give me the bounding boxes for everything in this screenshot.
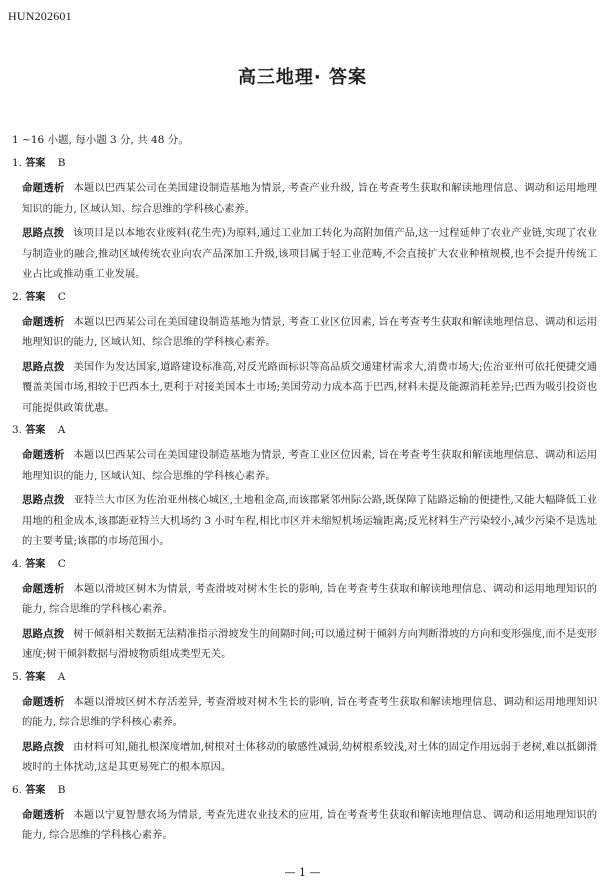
question-item xyxy=(12,782,597,846)
question-item xyxy=(12,422,597,552)
hint-text: 由材料可知,随扎根深度增加,树根对土体移动的敏感性减弱,幼树根系较浅,对土体的固定作用远弱于老树,难以抵御滑坡时的土体扰动,这是其更易死亡的根本原因。 xyxy=(22,740,597,773)
answer-label: 答案 xyxy=(25,671,46,683)
hint-paragraph xyxy=(12,357,597,419)
question-number: 3. xyxy=(12,424,23,436)
analysis-paragraph xyxy=(12,178,597,219)
hint-text: 美国作为发达国家,道路建设标准高,对反光路面标识等高品质交通建材需求大,消费市场大;佐治亚州可依托便捷交通覆盖美国市场,相较于巴西本土,更利于对接美国本土市场;美国劳动力成本高于巴西,材料未提及能源消耗差异;巴西为吸引投资也可能提供政策优惠。 xyxy=(22,360,598,414)
analysis-label: 命题透析 xyxy=(22,695,65,708)
answer-label: 答案 xyxy=(25,425,46,436)
analysis-label: 命题透析 xyxy=(22,808,65,821)
question-answer-line xyxy=(12,422,597,439)
page-title: 高三地理· 答案 xyxy=(237,67,368,88)
analysis-label: 命题透析 xyxy=(22,582,65,595)
question-answer-line xyxy=(12,289,597,306)
analysis-label: 命题透析 xyxy=(22,449,65,461)
hint-text: 树干倾斜相关数据无法精准指示滑坡发生的间隔时间;可以通过树干倾斜方向判断滑坡的方向和变形强度,而不是变形速度;树干倾斜数据与滑坡物质组成类型无关。 xyxy=(22,627,598,660)
answer-value: C xyxy=(57,557,66,570)
question-answer-line xyxy=(12,155,597,172)
page-number: — 1 — xyxy=(284,866,321,879)
answer-value: A xyxy=(57,424,66,436)
hint-paragraph xyxy=(12,223,597,285)
analysis-label: 命题透析 xyxy=(22,182,65,194)
question-number: 6. xyxy=(12,783,23,796)
document-code: HUN202601 xyxy=(8,9,72,23)
question-item xyxy=(12,155,597,285)
hint-label: 思路点拨 xyxy=(22,740,65,753)
question-number: 2. xyxy=(12,290,23,303)
analysis-text: 本题以滑坡区树木存活差异, 考查滑坡对树木生长的影响, 旨在考查考生获取和解读地理信息、调动和运用地理知识的能力, 综合思维的学科核心素养。 xyxy=(22,695,598,728)
answer-label: 答案 xyxy=(25,158,46,169)
analysis-label: 命题透析 xyxy=(22,315,65,328)
question-answer-line xyxy=(12,669,597,686)
answer-value: B xyxy=(57,783,66,796)
answer-content xyxy=(12,132,597,850)
hint-text: 亚特兰大市区为佐治亚州核心城区,土地租金高,而该郡紧邻州际公路,既保障了陆路运输的便捷性,又能大幅降低工业用地的租金成本,该郡距亚特兰大机场约 3 小时车程,相比市区并未缩短机场运输距离;反光材料生产污染较小,减少污染不是选址的主要考量;该郡的市场范围小。 xyxy=(22,494,598,547)
hint-paragraph xyxy=(12,624,597,665)
question-answer-line xyxy=(12,556,597,573)
answer-label: 答案 xyxy=(25,784,46,796)
answer-label: 答案 xyxy=(25,291,46,303)
analysis-text: 本题以巴西某公司在美国建设制造基地为情景, 考查工业区位因素, 旨在考查考生获取和解读地理信息、调动和运用地理知识的能力, 区域认知、综合思维的学科核心素养。 xyxy=(22,449,598,482)
answer-value: A xyxy=(57,670,66,683)
analysis-text: 本题以宁夏智慧农场为情景, 考查先进农业技术的应用, 旨在考查考生获取和解读地理信息、调动和运用地理知识的能力, 综合思维的学科核心素养。 xyxy=(22,808,598,841)
answer-value: C xyxy=(57,290,66,303)
analysis-text: 本题以滑坡区树木为情景, 考查滑坡对树木生长的影响, 旨在考查考生获取和解读地理信息、调动和运用地理知识的能力, 综合思维的学科核心素养。 xyxy=(22,582,598,615)
analysis-text: 本题以巴西某公司在美国建设制造基地为情景, 考查工业区位因素, 旨在考查考生获取和解读地理信息、调动和运用地理知识的能力, 区域认知、综合思维的学科核心素养。 xyxy=(22,315,598,348)
hint-text: 该项目是以本地农业废料(花生壳)为原料,通过工业加工转化为高附加值产品,这一过程延伸了农业产业链,实现了农业与制造业的融合,推动区域传统农业向农产品深加工升级,该项目属于轻工业范畴,不会直接扩大农业种植规模,也不会提升传统工业占比或推动重工业发展。 xyxy=(22,227,598,280)
analysis-paragraph xyxy=(12,579,597,620)
analysis-paragraph xyxy=(12,445,597,486)
question-item xyxy=(12,556,597,665)
hint-paragraph xyxy=(12,490,597,552)
hint-label: 思路点拨 xyxy=(22,360,65,373)
answer-value: B xyxy=(57,157,66,169)
analysis-paragraph xyxy=(12,692,597,733)
question-number: 1. xyxy=(12,157,23,169)
analysis-paragraph xyxy=(12,312,597,353)
question-item xyxy=(12,289,597,419)
analysis-paragraph xyxy=(12,805,597,846)
hint-label: 思路点拨 xyxy=(22,627,65,640)
question-answer-line xyxy=(12,782,597,799)
section-intro: 1 ~16 小题, 每小题 3 分, 共 48 分。 xyxy=(12,134,189,146)
question-number: 4. xyxy=(12,557,23,570)
question-number: 5. xyxy=(12,670,23,683)
analysis-text: 本题以巴西某公司在美国建设制造基地为情景, 考查产业升级, 旨在考查考生获取和解读地理信息、调动和运用地理知识的能力, 区域认知、综合思维的学科核心素养。 xyxy=(22,182,598,215)
hint-paragraph xyxy=(12,737,597,778)
hint-label: 思路点拨 xyxy=(22,494,65,506)
question-item xyxy=(12,669,597,778)
answer-label: 答案 xyxy=(25,558,46,570)
hint-label: 思路点拨 xyxy=(22,227,65,239)
